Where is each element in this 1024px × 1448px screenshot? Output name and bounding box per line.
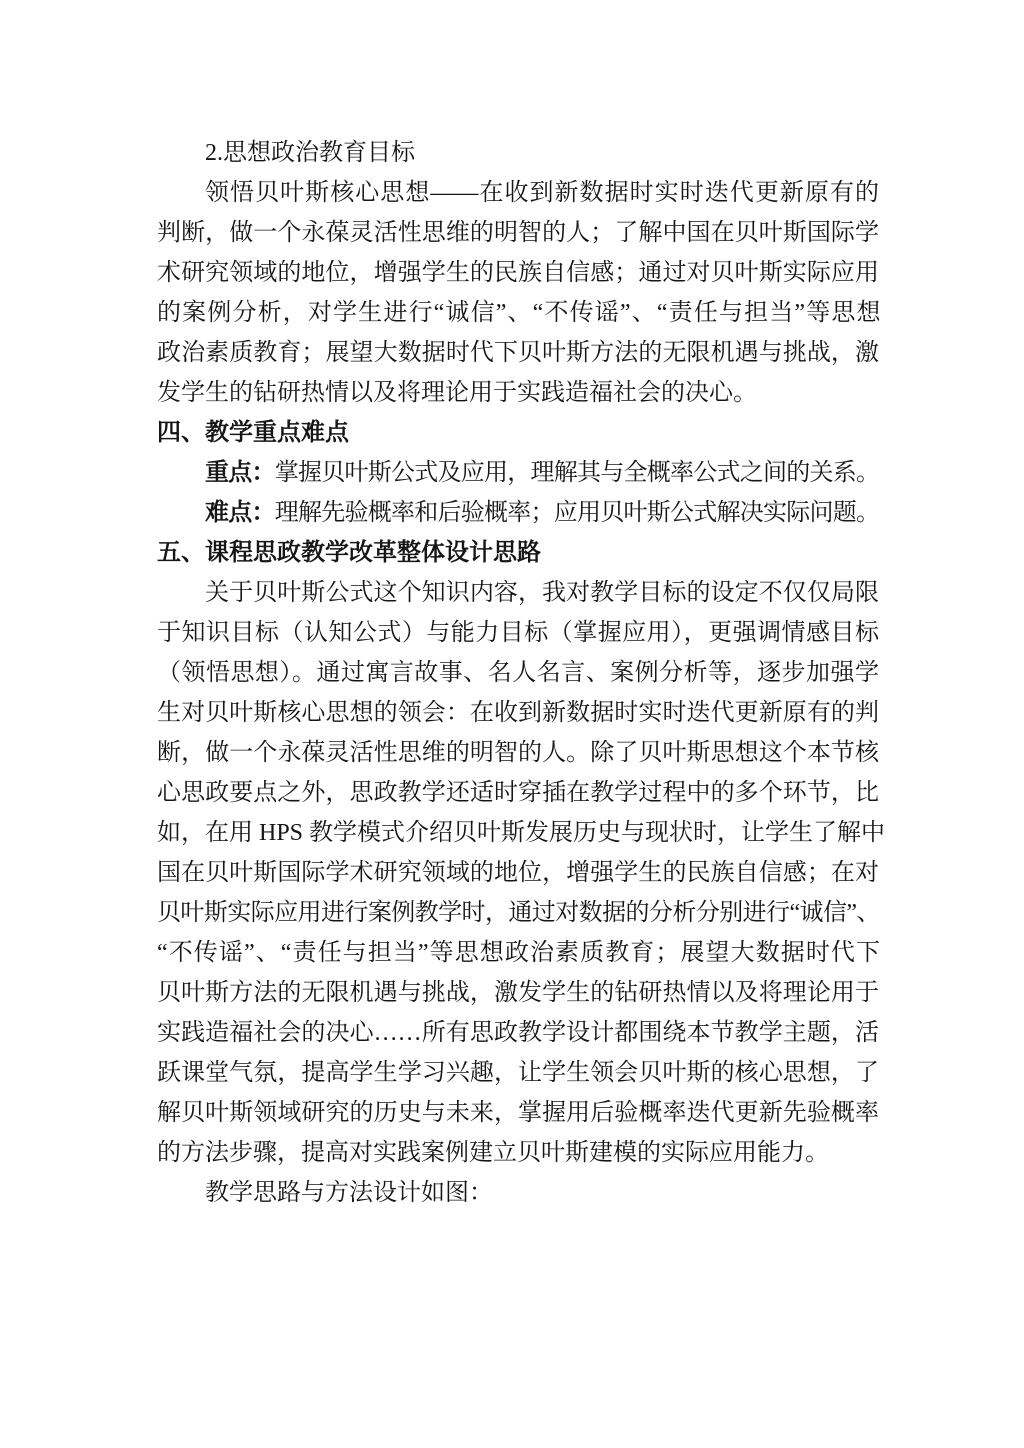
key-point-line bbox=[157, 453, 879, 493]
section-heading-design-idea: 五、课程思政教学改革整体设计思路 bbox=[157, 540, 541, 566]
paragraph-line: 关于贝叶斯公式这个知识内容，我对教学目标的设定不仅仅局限 bbox=[205, 580, 879, 606]
paragraph-line: 于知识目标（认知公式）与能力目标（掌握应用），更强调情感目标 bbox=[157, 620, 879, 646]
paragraph-line: 断，做一个永葆灵活性思维的明智的人。除了贝叶斯思想这个本节核 bbox=[157, 740, 879, 766]
figure-lead-in-line: 教学思路与方法设计如图： bbox=[205, 1180, 493, 1206]
paragraph-line: 心思政要点之外，思政教学还适时穿插在教学过程中的多个环节，比 bbox=[157, 780, 879, 806]
paragraph-line: 判断，做一个永葆灵活性思维的明智的人；了解中国在贝叶斯国际学 bbox=[157, 220, 879, 246]
paragraph-line: 如，在用 HPS 教学模式介绍贝叶斯发展历史与现状时，让学生了解中 bbox=[157, 820, 886, 846]
key-point-label: 重点： bbox=[205, 460, 275, 486]
difficult-point-label: 难点： bbox=[205, 500, 275, 526]
paragraph-line: 领悟贝叶斯核心思想——在收到新数据时实时迭代更新原有的 bbox=[205, 180, 879, 206]
paragraph-line: 贝叶斯实际应用进行案例教学时，通过对数据的分析分别进行“诚信”、 bbox=[157, 900, 879, 926]
paragraph-line: 的案例分析，对学生进行“诚信”、“不传谣”、“责任与担当”等思想 bbox=[157, 300, 879, 326]
paragraph-line: 贝叶斯方法的无限机遇与挑战，激发学生的钻研热情以及将理论用于 bbox=[157, 980, 879, 1006]
paragraph-line: 的方法步骤，提高对实践案例建立贝叶斯建模的实际应用能力。 bbox=[157, 1140, 829, 1166]
paragraph-line: 生对贝叶斯核心思想的领会：在收到新数据时实时迭代更新原有的判 bbox=[157, 700, 879, 726]
paragraph-line: 政治素质教育；展望大数据时代下贝叶斯方法的无限机遇与挑战，激 bbox=[157, 340, 879, 366]
paragraph-line: 跃课堂气氛，提高学生学习兴趣，让学生领会贝叶斯的核心思想，了 bbox=[157, 1060, 879, 1086]
difficult-point-text: 理解先验概率和后验概率；应用贝叶斯公式解决实际问题。 bbox=[274, 500, 879, 526]
paragraph-line: 术研究领域的地位，增强学生的民族自信感；通过对贝叶斯实际应用 bbox=[157, 260, 879, 286]
section-heading-key-points: 四、教学重点难点 bbox=[157, 420, 349, 446]
paragraph-line: 实践造福社会的决心……所有思政教学设计都围绕本节教学主题，活 bbox=[157, 1020, 879, 1046]
paragraph-line: （领悟思想）。通过寓言故事、名人名言、案例分析等，逐步加强学 bbox=[157, 660, 879, 686]
paragraph-line: 国在贝叶斯国际学术研究领域的地位，增强学生的民族自信感；在对 bbox=[157, 860, 879, 886]
paragraph-line: “不传谣”、“责任与担当”等思想政治素质教育；展望大数据时代下 bbox=[157, 940, 879, 966]
paragraph-line: 解贝叶斯领域研究的历史与未来，掌握用后验概率迭代更新先验概率 bbox=[157, 1100, 879, 1126]
paragraph-line: 发学生的钻研热情以及将理论用于实践造福社会的决心。 bbox=[157, 380, 757, 406]
difficult-point-line bbox=[157, 493, 879, 533]
key-point-text: 掌握贝叶斯公式及应用，理解其与全概率公式之间的关系。 bbox=[274, 460, 879, 486]
subheading-ideological-goal: 2.思想政治教育目标 bbox=[205, 140, 415, 166]
document-body bbox=[157, 133, 886, 1213]
